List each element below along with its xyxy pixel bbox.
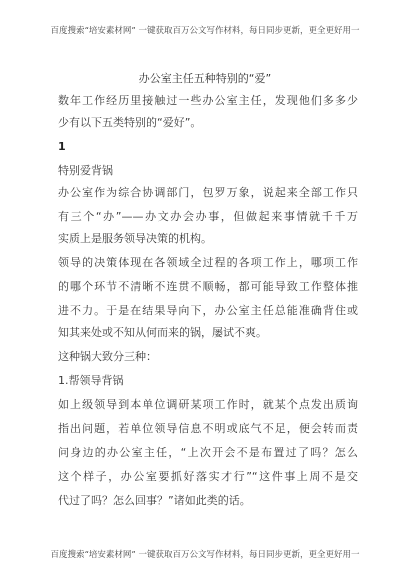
text-line: 办公室作为综合协调部门，包罗万象，说起来全部工作只 [58, 186, 358, 199]
text-line: 进不力。于是在结果导向下，办公室主任总能准确背住或 [58, 304, 358, 317]
text-line: 这种锅大致分三种： [58, 350, 157, 363]
text-line: 的哪个环节不清晰不连贯不顺畅，都可能导致工作整体推 [58, 280, 358, 293]
text-line: 指出问题，若单位领导信息不明或底气不足，便会转而责 [58, 422, 358, 435]
document-title: 办公室主任五种特别的“爱” [138, 72, 272, 85]
text-line: 知其来处或不知从何而来的锅，屡试不爽。 [58, 326, 267, 339]
page-footer: 百度搜索“培安素材网” 一键获取百万公文写作材料，每日同步更新，更全更好用一 [50, 550, 360, 560]
text-line: 有三个“办”——办文办会办事，但做起来事情就千千万 [58, 210, 358, 223]
text-line: 实质上是服务领导决策的机构。 [58, 232, 212, 245]
text-line: 少有以下五类特别的“爱好”。 [58, 116, 202, 129]
text-line: 1.帮领导背锅 [58, 374, 124, 387]
text-line: 代过了吗？怎么回事？”诸如此类的话。 [58, 494, 251, 507]
text-line: 问身边的办公室主任，“上次开会不是布置过了吗？怎么 [58, 446, 358, 459]
text-line: 领导的决策体现在各领域全过程的各项工作上，哪项工作 [58, 256, 358, 269]
text-line: 如上级领导到本单位调研某项工作时，就某个点发出质询 [58, 398, 358, 411]
text-line: 这个样子，办公室要抓好落实才行”“这件事上周不是交 [58, 470, 358, 483]
text-line: 数年工作经历里接触过一些办公室主任，发现他们多多少 [58, 94, 358, 107]
text-line: 1 [58, 140, 66, 153]
text-line: 特别爱背锅 [58, 164, 113, 177]
page-header: 百度搜索“培安素材网” 一键获取百万公文写作材料，每日同步更新，更全更好用一 [50, 26, 360, 36]
